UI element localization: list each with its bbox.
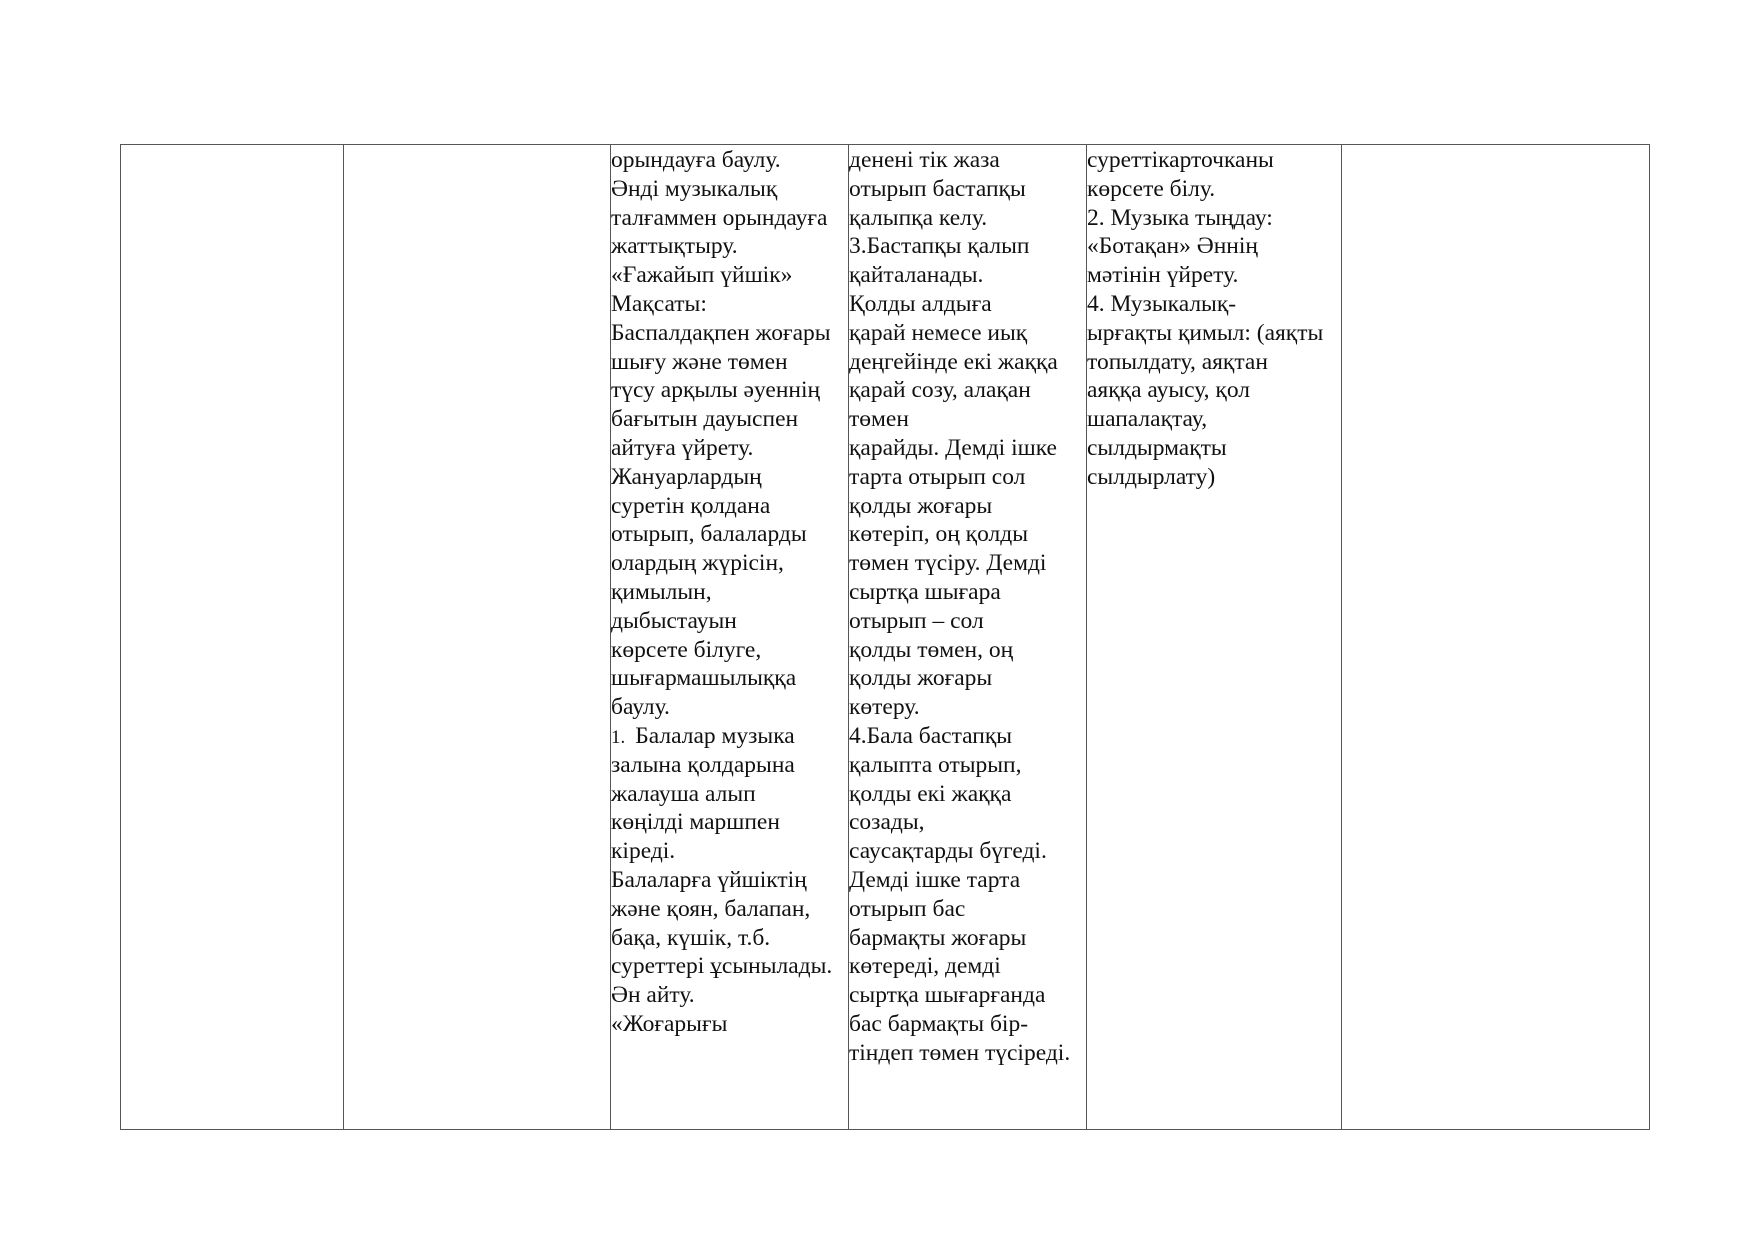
text-line: көтереді, демді: [849, 953, 1001, 980]
text-line: көтеріп, оң қолды: [849, 521, 1029, 548]
music-tasks-text: [611, 145, 848, 1039]
text-line: Қолды алдыға: [849, 290, 992, 317]
text-line: 3.Бастапқы қалып: [849, 233, 1030, 260]
text-line: жалауша алып: [611, 780, 756, 807]
table-cell-empty-1: [121, 145, 344, 1130]
numbered-list-item: [611, 722, 848, 751]
breathing-exercise-text: [849, 145, 1086, 1068]
text-line: талғаммен орындауға: [611, 204, 828, 231]
list-number: 1.: [611, 726, 626, 748]
text-line: Баспалдақпен жоғары: [611, 319, 831, 346]
text-line: қарайды. Демді ішке: [849, 434, 1057, 461]
text-line: Әнді музыкалық: [611, 175, 778, 202]
text-line: шығармашылыққа: [611, 665, 797, 692]
text-line: қолды төмен, оң: [849, 636, 1014, 663]
text-line: төмен түсіру. Демді: [849, 550, 1047, 577]
text-line: денені тік жаза: [849, 147, 1000, 173]
text-line: қарай созу, алақан: [849, 377, 1031, 404]
text-line: қарай немесе иық: [849, 319, 1028, 346]
text-line: отырып – сол: [849, 607, 984, 634]
text-line: бақа, күшік, т.б.: [611, 924, 771, 951]
text-line: 4. Музыкалық-: [1087, 290, 1237, 317]
text-line: қайталанады.: [849, 262, 984, 289]
text-line: айтуға үйрету.: [611, 434, 754, 461]
text-line: бағытын дауыспен: [611, 406, 799, 433]
text-line: олардың жүрісін,: [611, 550, 784, 577]
text-line: орындауға баулу.: [611, 147, 781, 173]
text-line: көңілді маршпен: [611, 809, 780, 836]
text-line: қолды екі жаққа: [849, 780, 1012, 807]
text-line: сылдырлату): [1087, 463, 1216, 490]
text-line: мәтінін үйрету.: [1087, 262, 1239, 289]
text-line: тіндеп төмен түсіреді.: [849, 1039, 1071, 1066]
text-line: дыбыстауын: [611, 607, 737, 634]
text-line: қалыпқа келу.: [849, 204, 988, 231]
text-line: қолды жоғары: [849, 492, 993, 519]
text-line: отырып бастапқы: [849, 175, 1026, 202]
text-line: көрсете білу.: [1087, 175, 1216, 202]
text-line: аяққа ауысу, қол: [1087, 377, 1251, 404]
table-row: [121, 145, 1650, 1130]
text-line: Ән айту.: [611, 982, 695, 1009]
text-line: саусақтарды бүгеді.: [849, 838, 1047, 865]
text-line: суретін қолдана: [611, 492, 771, 519]
text-line: қолды жоғары: [849, 665, 993, 692]
text-line: Жануарлардың: [611, 463, 762, 490]
text-line: шығу және төмен: [611, 348, 788, 375]
text-line: тарта отырып сол: [849, 463, 1026, 490]
text-line: және қоян, балапан,: [611, 895, 811, 922]
text-line: Мақсаты:: [611, 290, 707, 317]
text-line: 4.Бала бастапқы: [849, 722, 1013, 749]
text-line: топылдату, аяқтан: [1087, 348, 1268, 375]
table-cell-breathing-exercise: [849, 145, 1087, 1130]
table-cell-music-tasks: [611, 145, 849, 1130]
text-line: «Ботақан» Әннің: [1087, 233, 1258, 260]
text-line: суреттікарточканы: [1087, 147, 1274, 173]
text-line: сылдырмақты: [1087, 434, 1227, 461]
text-line: бас бармақты бір-: [849, 1010, 1029, 1037]
lesson-plan-table: [120, 144, 1650, 1130]
text-line: кіреді.: [611, 838, 676, 865]
text-line: түсу арқылы әуеннің: [611, 377, 821, 404]
text-line: төмен: [849, 406, 909, 433]
text-line: сыртқа шығара: [849, 578, 1001, 605]
text-line: отырып, балаларды: [611, 521, 807, 548]
text-line: ырғақты қимыл: (аяқты: [1087, 319, 1324, 346]
text-line: 2. Музыка тыңдау:: [1087, 204, 1273, 231]
text-line: қимылын,: [611, 578, 712, 605]
text-line: «Жоғарығы: [611, 1010, 728, 1037]
text-line: суреттері ұсынылады.: [611, 953, 833, 980]
text-line: бармақты жоғары: [849, 924, 1027, 951]
text-line: залына қолдарына: [611, 751, 795, 778]
text-line: сыртқа шығарғанда: [849, 982, 1046, 1009]
text-line: қалыпта отырып,: [849, 751, 1022, 778]
table-cell-empty-2: [344, 145, 611, 1130]
table-cell-activities: [1087, 145, 1342, 1130]
text-line: көтеру.: [849, 694, 920, 721]
text-line: жаттықтыру.: [611, 233, 738, 260]
list-item-text: Балалар музыка: [635, 722, 795, 749]
text-line: көрсете білуге,: [611, 636, 762, 663]
text-line: Балаларға үйшіктің: [611, 866, 807, 893]
text-line: созады,: [849, 809, 925, 836]
text-line: «Ғажайып үйшік»: [611, 262, 793, 289]
text-line: шапалақтау,: [1087, 406, 1208, 433]
table-cell-empty-6: [1342, 145, 1650, 1130]
activities-text: [1087, 145, 1341, 492]
text-line: Демді ішке тарта: [849, 866, 1021, 893]
text-line: деңгейінде екі жаққа: [849, 348, 1058, 375]
text-line: отырып бас: [849, 895, 966, 922]
text-line: баулу.: [611, 694, 670, 721]
